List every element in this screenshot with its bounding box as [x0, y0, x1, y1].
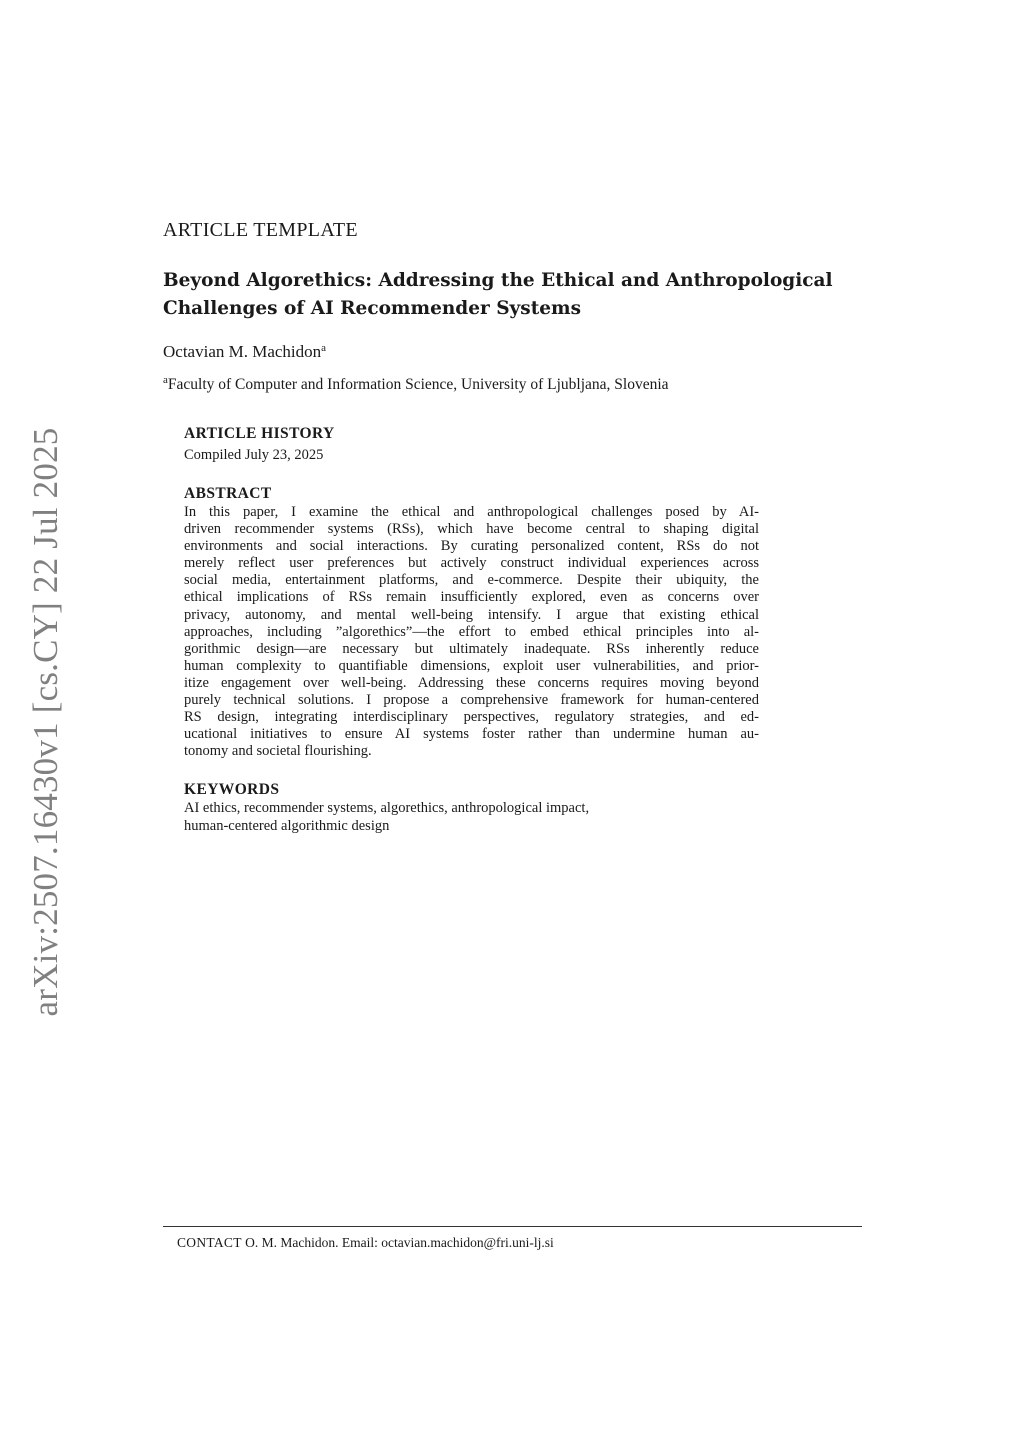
- footnote-divider: [163, 1226, 862, 1227]
- keywords-line: human-centered algorithmic design: [184, 817, 390, 834]
- abstract-line: RS design, integrating interdisciplinary perspectives, regulatory strategies, and ed-: [184, 709, 759, 726]
- abstract-line: purely technical solutions. I propose a comprehensive framework for human-centered: [184, 692, 759, 709]
- author-affiliation-mark: a: [321, 342, 327, 354]
- abstract-line: environments and social interactions. By curating personalized content, RSs do not: [184, 538, 759, 555]
- compiled-date: Compiled July 23, 2025: [184, 447, 324, 463]
- keywords-line: AI ethics, recommender systems, algorethics, anthropological impact,: [184, 800, 590, 816]
- abstract-line: social media, entertainment platforms, and e-commerce. Despite their ubiquity, the: [184, 572, 759, 589]
- abstract-line: itize engagement over well-being. Addressing these concerns requires moving beyond: [184, 674, 759, 691]
- abstract-line: driven recommender systems (RSs), which have become central to shaping digital: [184, 521, 759, 538]
- keywords-list: [184, 800, 589, 835]
- abstract-line: tonomy and societal flourishing.: [184, 743, 372, 760]
- abstract-body: [184, 504, 759, 760]
- paper-title-line: Challenges of AI Recommender Systems: [163, 298, 582, 319]
- abstract-line: In this paper, I examine the ethical and anthropological challenges posed by AI-: [184, 504, 759, 520]
- keywords-heading: KEYWORDS: [184, 781, 280, 798]
- arxiv-identifier-stamp: arXiv:2507.16430v1 [cs.CY] 22 Jul 2025: [26, 427, 65, 1017]
- affiliation-mark: a: [163, 374, 168, 386]
- abstract-line: privacy, autonomy, and mental well-being intensify. I argue that existing ethical: [184, 606, 759, 623]
- article-type-label: ARTICLE TEMPLATE: [163, 219, 358, 241]
- contact-label: CONTACT: [177, 1235, 242, 1250]
- article-history-heading: ARTICLE HISTORY: [184, 425, 335, 442]
- abstract-line: gorithmic design—are necessary but ultimately inadequate. RSs inherently reduce: [184, 640, 759, 657]
- contact-text: O. M. Machidon. Email: octavian.machidon@fri.uni-lj.si: [245, 1235, 554, 1250]
- abstract-line: human complexity to quantifiable dimensions, exploit user vulnerabilities, and prior-: [184, 657, 759, 674]
- contact-footnote: [177, 1235, 554, 1251]
- author-name: Octavian M. Machidon: [163, 342, 322, 361]
- affiliation-text: Faculty of Computer and Information Science, University of Ljubljana, Slovenia: [167, 376, 669, 393]
- paper-title-line: Beyond Algorethics: Addressing the Ethical and Anthropological: [163, 270, 833, 291]
- abstract-heading: ABSTRACT: [184, 485, 272, 502]
- abstract-line: merely reflect user preferences but actively construct individual experiences across: [184, 555, 759, 572]
- abstract-line: ethical implications of RSs remain insufficiently explored, even as concerns over: [184, 589, 759, 606]
- affiliation-line: [163, 374, 669, 394]
- abstract-line: approaches, including ”algorethics”—the effort to embed ethical principles into al-: [184, 623, 759, 640]
- paper-title: [163, 267, 863, 323]
- author-line: [163, 342, 326, 362]
- abstract-line: ucational initiatives to ensure AI systems foster rather than undermine human au-: [184, 726, 759, 743]
